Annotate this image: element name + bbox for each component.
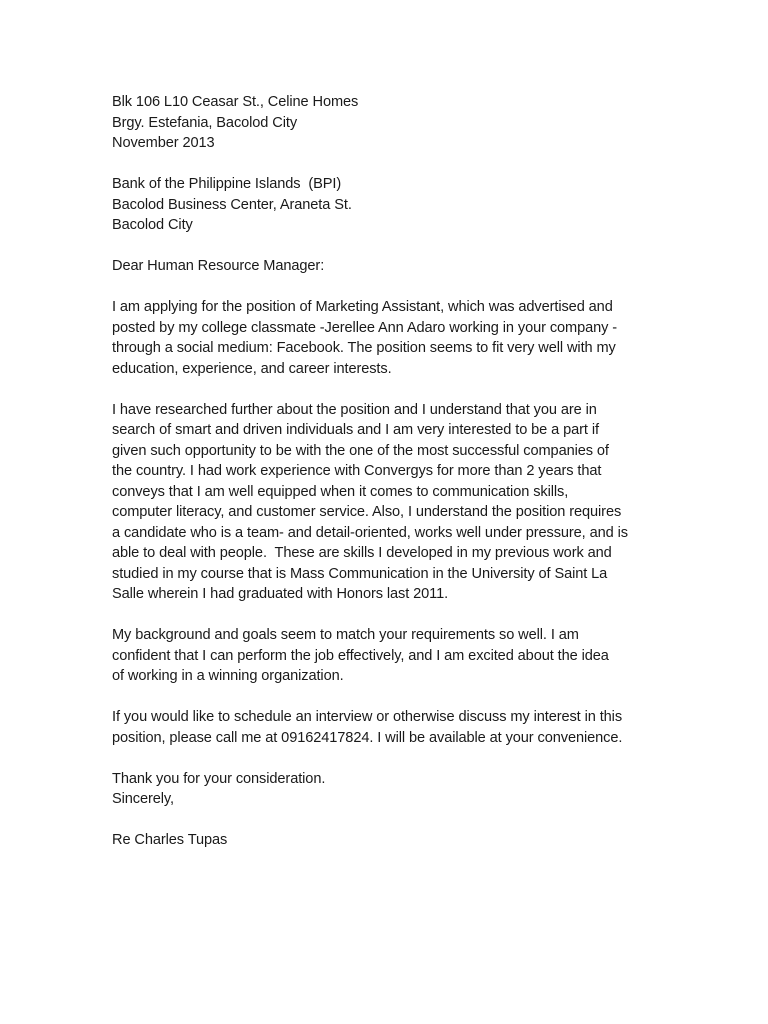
paragraph-line: posted by my college classmate -Jerellee Ann Adaro working in your company - bbox=[112, 319, 618, 336]
paragraph-line: If you would like to schedule an interview or otherwise discuss my interest in this bbox=[112, 709, 623, 725]
letter-date: November 2013 bbox=[112, 135, 215, 151]
paragraph-line: I have researched further about the position and I understand that you are in bbox=[112, 401, 597, 418]
sender-address-line-2: Brgy. Estefania, Bacolod City bbox=[112, 114, 298, 131]
spacer bbox=[112, 236, 672, 257]
paragraph-line: conveys that I am well equipped when it comes to communication skills, bbox=[112, 483, 569, 500]
spacer bbox=[112, 379, 672, 400]
body-paragraph-4 bbox=[112, 707, 672, 748]
spacer bbox=[112, 810, 672, 831]
spacer bbox=[112, 605, 672, 626]
paragraph-line: position, please call me at 09162417824. I will be available at your convenience. bbox=[112, 729, 623, 746]
paragraph-line: given such opportunity to be with the one of the most successful companies of bbox=[112, 442, 609, 459]
body-paragraph-3 bbox=[112, 625, 672, 687]
paragraph-line: Salle wherein I had graduated with Honors last 2011. bbox=[112, 586, 449, 602]
closing-block bbox=[112, 769, 672, 810]
paragraph-line: the country. I had work experience with Convergys for more than 2 years that bbox=[112, 463, 602, 479]
signature-name: Re Charles Tupas bbox=[112, 832, 228, 848]
letter-document bbox=[112, 92, 672, 851]
spacer bbox=[112, 687, 672, 708]
paragraph-line: through a social medium: Facebook. The position seems to fit very well with my bbox=[112, 340, 616, 356]
sender-address-line-1: Blk 106 L10 Ceasar St., Celine Homes bbox=[112, 94, 359, 110]
paragraph-line: education, experience, and career interests. bbox=[112, 360, 392, 377]
recipient-address-line-2: Bacolod City bbox=[112, 217, 193, 233]
body-paragraph-2 bbox=[112, 400, 672, 605]
paragraph-line: confident that I can perform the job effectively, and I am excited about the idea bbox=[112, 647, 609, 664]
paragraph-line: a candidate who is a team- and detail-oriented, works well under pressure, and is bbox=[112, 524, 628, 541]
sender-address-block bbox=[112, 92, 672, 154]
paragraph-line: studied in my course that is Mass Communication in the University of Saint La bbox=[112, 565, 608, 582]
spacer bbox=[112, 277, 672, 298]
paragraph-line: of working in a winning organization. bbox=[112, 668, 344, 684]
paragraph-line: search of smart and driven individuals and I am very interested to be a part if bbox=[112, 422, 599, 438]
salutation: Dear Human Resource Manager: bbox=[112, 258, 325, 274]
recipient-name: Bank of the Philippine Islands (BPI) bbox=[112, 176, 342, 192]
closing-thanks: Thank you for your consideration. bbox=[112, 770, 326, 787]
spacer bbox=[112, 154, 672, 175]
recipient-address-line-1: Bacolod Business Center, Araneta St. bbox=[112, 196, 352, 213]
closing-sign-off: Sincerely, bbox=[112, 791, 174, 807]
paragraph-line: computer literacy, and customer service. Also, I understand the position requires bbox=[112, 504, 622, 520]
paragraph-line: I am applying for the position of Marketing Assistant, which was advertised and bbox=[112, 299, 613, 315]
recipient-address-block bbox=[112, 174, 672, 236]
paragraph-line: My background and goals seem to match your requirements so well. I am bbox=[112, 627, 579, 643]
body-paragraph-1 bbox=[112, 297, 672, 379]
paragraph-line: able to deal with people. These are skills I developed in my previous work and bbox=[112, 545, 612, 561]
spacer bbox=[112, 748, 672, 769]
